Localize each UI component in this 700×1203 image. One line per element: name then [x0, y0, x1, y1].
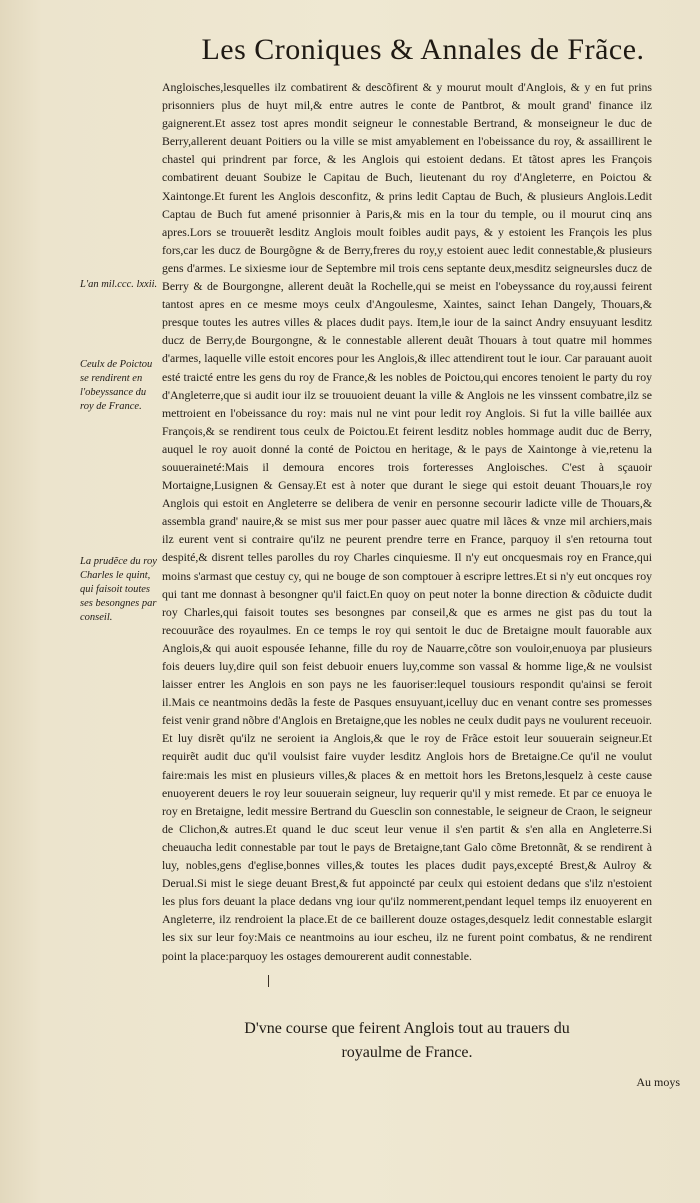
running-header: Les Croniques & Annales de Frãce. — [201, 33, 645, 66]
main-text-block — [162, 78, 652, 965]
margin-note-prudence: La prudẽce du roy Charles le quint, qui faisoit toutes ses besongnes par conseil. — [80, 556, 157, 623]
printer-mark — [268, 975, 269, 987]
section-heading-line-1: D'vne course que feirent Anglois tout au trauers du — [244, 1020, 570, 1037]
catchword: Au moys — [636, 1075, 680, 1089]
section-heading — [162, 1017, 652, 1065]
margin-note-poictou: Ceulx de Poictou se rendirent en l'obeyssance du roy de France. — [80, 359, 153, 412]
body-paragraph: Angloisches,lesquelles ilz combatirent & descõfirent & y mourut moult d'Anglois, & y en fut prins prisonniers plus de huyt mil,& entre autres le conte de Pantbrot, & moult grand' finance ilz gaignerent.Et assez tost apres mondit seigneur le connestable Bertrand, & monseigneur le duc de Berry,allerent deuant Poitiers ou la ville se mist amyablement en l'obeissance du roy, & assaillirent le chastel qui prindrent par force, & les Anglois qui estoient dedans. Et tãtost apres les François combatirent deuant Soubize le Capitau de Buch, lieutenant du roy d'Angleterre, en Poictou & Xaintonge.Et furent les Anglois desconfitz, & prins ledit Captau de Buch, & plusieurs Anglois.Ledit Captau de Buch fut amené prisonnier à Paris,& mis en la tour du temple, ou il mourut cinq ans apres.Lors se trouuerẽt lesditz Anglois moult foibles audit pays, & y estoient les François les plus fors,car les ducz de Bourgõgne & de Berry,freres du roy,y estoient auec ledit connestable,& plusieurs gens d'armes. Le sixiesme iour de Septembre mil trois cens septante deux,mesditz seigneursles ducz de Berry & de Bourgongne, allerent deuãt la Rochelle,qui se meist en l'obeyssance du roy,aussi feirent tantost apres en ce mesme moys ceulx d'Angoulesme, Xaintes, sainct Iehan Dangely, Thouars,& presque toutes les autres villes & places dudit pays. Item,le iour de la sainct Andry ensuyuant lesditz ducz de Berry,de Bourgongne, & le connestable allerent deuãt Thouars à tout quatre mil hommes d'armes, laquelle ville estoit encores pour les Anglois,& illec attendirent tout le iour. Car parauant auoit esté traicté entre les gens du roy de France,& les nobles de Poictou,qui encores tenoient le party du roy d'Angleterre,que si audit iour ilz se trouuoient deuant la ville & Anglois ne les vinssent combatre,ilz se mettroient en l'obeissance du roy: mais nul ne vint pour ledit roy Anglois. Si fut la ville baillée aux François,& se rendirent tous ceulx de Poictou.Et feirent lesditz nobles hommage audit duc de Berry, auquel le roy auoit donné la conté de Poictou en heritage, & le pays de Xaintonge à vie,retenu la souueraineté:Mais il demoura encores trois forteresses Angloisches. C'est à sçauoir Mortaigne,Lusignen & Gensay.Et est à noter que durant le siege qui estoit deuant Thouars,le roy Anglois qui estoit en Angleterre se delibera de venir en personne secourir ladicte ville de Thouars,& assembla grand' nauire,& se mist sus mer pour passer auec quatre mil lãces & vnze mil archiers,mais ilz eurent vent si contraire qu'ilz ne peurent prendre terre en France, parquoy il s'en retourna tout despité,& disrent telles parolles du roy Charles cinquiesme. Il n'y eut oncquesmais roy en France,qui moins s'armast que cestuy cy, qui ne bouge de son comptouer à escripre lettres.Et si n'y eut oncques roy qui tant me donnast à besongner qu'il faict.En quoy on peut noter la bonne direction & cõduicte dudit roy Charles,qui faisoit toutes ses besongnes par conseil,& que es armes ne gist pas du tout la recouurãce des royaulmes. En ce temps le roy qui sentoit le duc de Bretaigne moult fauorable aux Anglois,& qui auoit espousée Iehanne, fille du roy de Nauarre,cõtre son vouloir,enuoya par plusieurs fois deuers luy,dire quil son feist debuoir enuers luy,comme son vassal & homme lige,& ne voulsist laisser entrer les Anglois en son pays ne les fauoriser:lequel tousiours respondit qu'ainsi se feroit il.Mais ce neantmoins dedãs la feste de Pasques ensuyuant,icelluy duc en venant contre ses promesses feist venir grand nõbre d'Anglois en Bretaigne,que les nobles ne ceulx dudit pays ne voulurent receuoir. Et luy disrẽt qu'ilz ne seroient ia Anglois,& que le roy de Frãce estoit leur souuerain seigneur.Et requirẽt audit duc qu'il voulsist faire vuyder lesditz Anglois hors de Bretaigne.Ce qu'il ne voulut faire:mais les mist en plusieurs villes,& places & en mettoit hors les Bretons,lesquelz à ceste cause enuoyerent deuers le roy leur souuerain seigneur, luy requerir qu'il y mist remede. Et par ce enuoya le roy en Bretaigne, ledit messire Bertrand du Guesclin son connestable, le seigneur de Craon, le seigneur de Clichon,& autres.Et quand le duc sceut leur venue il s'en partit & s'en alla en Angleterre.Si cheuaucha ledit connestable par tout le pays de Bretaigne,tant Galo cõme Bretonnãt, & se rendirent à luy, nobles,gens d'eglise,bonnes villes,& toutes les places dudit pays,excepté Brest,& Aulroy & Derual.Si mist le siege deuant Brest,& fut appoincté par ceulx qui estoient dedans que s'ilz n'estoient les plus fors deuant la place dedans vng iour qu'ilz nommerent,pendant lequel temps ilz enuoyerent en Angleterre, ilz rendroient la place.Et de ce baillerent douze ostages,desquelz ledit connestable eslargit les six sur leur foy:Mais ce neantmoins au iour escheu, ilz ne furent point combatus, & ne rendirent point la place:parquoy les ostages demourerent audit connestable. — [162, 80, 652, 963]
section-heading-line-2: royaulme de France. — [341, 1044, 473, 1061]
margin-note-year: L'an mil.ccc. lxxii. — [80, 279, 158, 290]
